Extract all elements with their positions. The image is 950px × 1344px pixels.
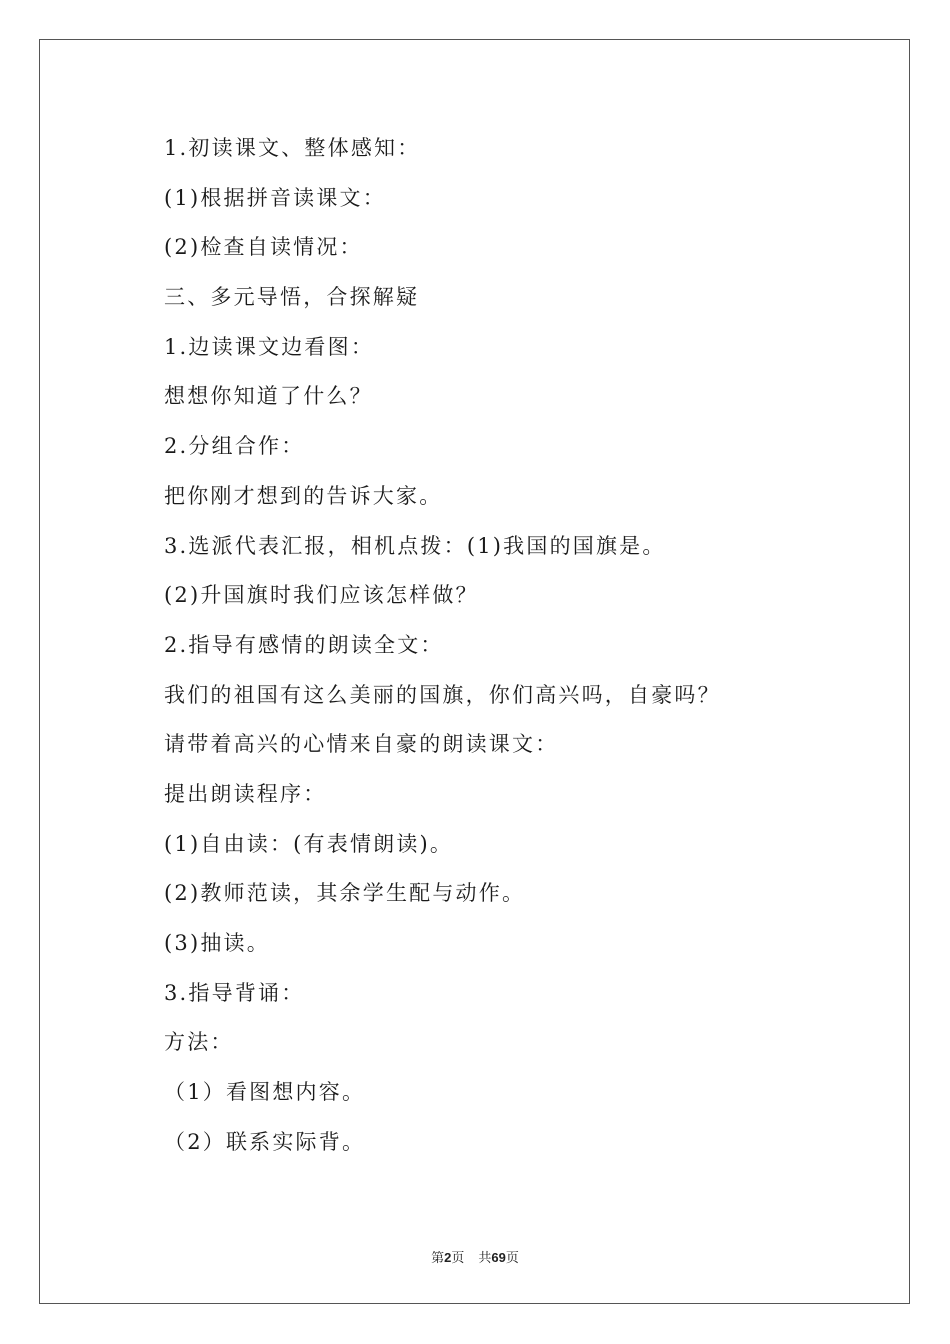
total-prefix: 共 <box>478 1251 492 1266</box>
text-line: (2)升国旗时我们应该怎样做？ <box>164 583 479 608</box>
text-line: (3)抽读。 <box>164 931 270 955</box>
total-suffix: 页 <box>505 1251 519 1266</box>
text-line: （1）看图想内容。 <box>164 1080 366 1105</box>
text-line: 把你刚才想到的告诉大家。 <box>164 483 443 508</box>
text-line: （2）联系实际背。 <box>164 1129 366 1154</box>
text-line: 想想你知道了什么？ <box>164 384 373 409</box>
text-line: (1)根据拼音读课文： <box>164 185 386 210</box>
current-page-number: 2 <box>444 1250 452 1265</box>
text-line: (2)教师范读，其余学生配与动作。 <box>164 881 526 906</box>
text-line: 提出朗读程序： <box>164 781 327 806</box>
text-line: 3.指导背诵： <box>164 980 305 1005</box>
text-line: 2.指导有感情的朗读全文： <box>164 632 444 657</box>
text-line: 2.分组合作： <box>164 434 305 459</box>
text-line: (1)自由读：(有表情朗读)。 <box>164 831 454 856</box>
text-line: 1.边读课文边看图： <box>164 334 375 359</box>
page-suffix: 页 <box>451 1251 465 1266</box>
document-body <box>164 124 804 1167</box>
page-prefix: 第 <box>431 1251 445 1266</box>
page-footer <box>0 1247 950 1266</box>
text-line: 请带着高兴的心情来自豪的朗读课文： <box>164 732 559 757</box>
text-line: 我们的祖国有这么美丽的国旗，你们高兴吗，自豪吗？ <box>164 682 721 707</box>
text-line: (2)检查自读情况： <box>164 235 363 260</box>
text-line: 1.初读课文、整体感知： <box>164 136 421 160</box>
section-heading: 三、多元导悟，合探解疑 <box>164 285 420 310</box>
text-line: 3.选派代表汇报，相机点拨：(1)我国的国旗是。 <box>164 533 666 558</box>
text-line: 方法： <box>164 1030 234 1055</box>
total-page-count: 69 <box>491 1250 506 1265</box>
